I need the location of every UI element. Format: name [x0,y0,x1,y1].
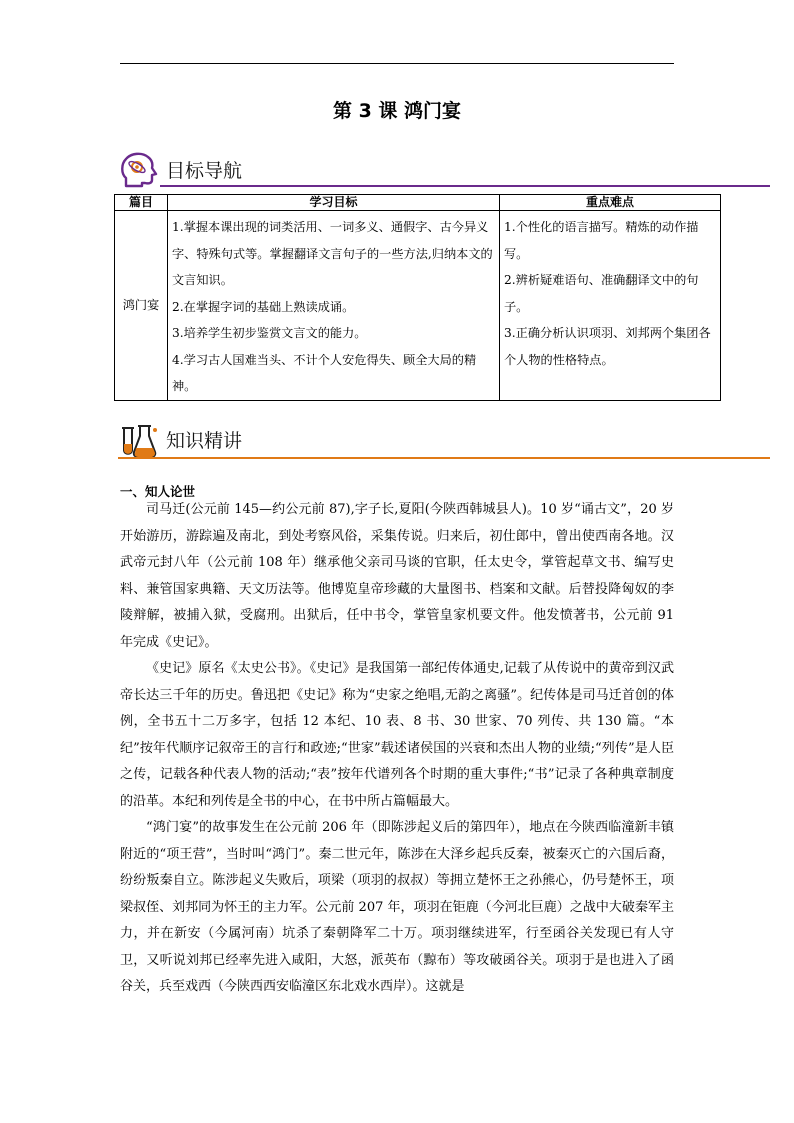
goal-item: 2.在掌握字词的基础上熟读成诵。 [172,299,355,314]
lesson-name-cell: 鸿门宴 [115,211,168,401]
knowledge-section-header [118,420,770,460]
goal-item: 4.学习古人国难当头、不计个人安危得失、顾全大局的精神。 [172,352,477,393]
key-points-cell [500,211,721,401]
goals-section-title: 目标导航 [166,160,243,182]
header-cell-goals: 学习目标 [168,195,500,211]
goals-table [114,194,721,401]
brain-head-icon [118,150,160,190]
paragraph: “鸿门宴”的故事发生在公元前 206 年（即陈涉起义后的第四年），地点在今陕西临潼新丰镇附近的“项王营”，当时叫“鸿门”。秦二世元年，陈涉在大泽乡起兵反秦，被秦灭亡的六国后裔，纷纷叛秦自立。陈涉起义失败后，项梁（项羽的叔叔）等拥立楚怀王之孙熊心，仍号楚怀王，项梁叔侄、刘邦同为怀王的主力军。公元前 207 年，项羽在钜鹿（今河北巨鹿）之战中大破秦军主力，并在新安（今属河南）坑杀了秦朝降军二十万。项羽继续进军，行至函谷关发现已有人守卫，又听说刘邦已经率先进入咸阳，大怒，派英布（黥布）等攻破函谷关。项羽于是也进入了函谷关，兵至戏西（今陕西西安临潼区东北戏水西岸）。这就是 [120,820,674,994]
paragraph: 司马迁(公元前 145—约公元前 87),字子长,夏阳(今陕西韩城县人)。10 岁“诵古文”，20 岁开始游历，游踪遍及南北，到处考察风俗，采集传说。归来后，初仕郎中，曾出使西南各地。汉武帝元封八年（公元前 108 年）继承他父亲司马谈的官职，任太史令，掌管起草文书、编写史料、兼管国家典籍、天文历法等。他博览皇帝珍藏的大量图书、档案和文献。后替投降匈奴的李陵辩解，被捕入狱，受腐刑。出狱后，任中书令，掌管皇家机要文件。他发愤著书，公元前 91 年完成《史记》。 [120,502,674,650]
flask-icon [118,420,160,460]
paragraph: 《史记》原名《太史公书》。《史记》是我国第一部纪传体通史,记载了从传说中的黄帝到汉武帝长达三千年的历史。鲁迅把《史记》称为“史家之绝唱,无韵之离骚”。纪传体是司马迁首创的体例，全书五十二万多字，包括 12 本纪、10 表、8 书、30 世家、70 列传、共 130 篇。“本纪”按年代顺序记叙帝王的言行和政迹;“世家”载述诸侯国的兴衰和杰出人物的业绩;“列传”是人臣之传，记载各种代表人物的活动;“表”按年代谱列各个时期的重大事件;“书”记录了各种典章制度的沿革。本纪和列传是全书的中心，在书中所占篇幅最大。 [120,661,674,809]
goals-section-header [118,150,770,190]
key-point-item: 3.正确分析认识项羽、刘邦两个集团各个人物的性格特点。 [504,326,711,367]
goals-table-row [115,211,721,401]
page-title: 第 3 课 鸿门宴 [332,100,462,122]
key-point-item: 1.个性化的语言描写。精炼的动作描写。 [504,220,699,261]
key-point-item: 2.辨析疑难语句、准确翻译文中的句子。 [504,273,699,314]
header-cell-title: 篇目 [115,195,168,211]
header-rule [120,63,674,64]
goal-item: 1.掌握本课出现的词类活用、一词多义、通假字、古今异义字、特殊句式等。掌握翻译文言句子的一些方法,归纳本文的文言知识。 [172,220,493,287]
subheading-know-author: 一、知人论世 [120,484,196,499]
knowledge-section-title: 知识精讲 [166,430,243,452]
knowledge-section-underline [118,457,770,459]
goals-cell [168,211,500,401]
goals-section-underline [160,185,770,187]
header-cell-key-points: 重点难点 [500,195,721,211]
goals-table-header-row [115,195,721,211]
body-text [120,497,674,1001]
goal-item: 3.培养学生初步鉴赏文言文的能力。 [172,326,367,340]
